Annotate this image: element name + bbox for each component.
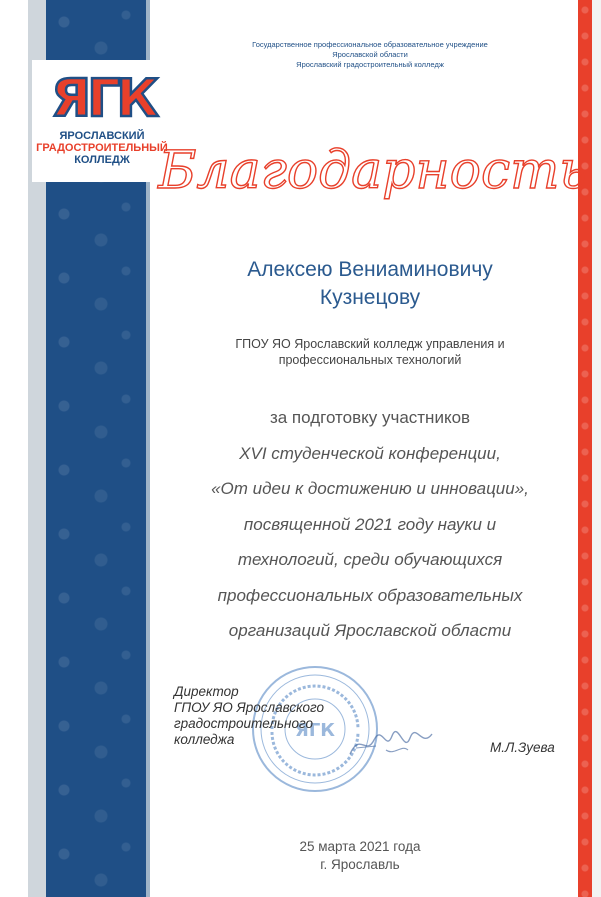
certificate-title: [158, 122, 588, 212]
organization-line-2: профессиональных технологий: [278, 353, 462, 367]
issue-date-block: [240, 838, 480, 874]
body-line-7: организаций Ярославской области: [228, 621, 512, 640]
header-line-3: Ярославский градостроительный колледж: [296, 60, 444, 69]
logo-line-2: ГРАДОСТРОИТЕЛЬНЫЙ: [36, 142, 168, 154]
title-text: Благодарность: [158, 141, 588, 201]
signatory-title: [174, 684, 374, 748]
right-red-strip: [578, 0, 592, 897]
signatory-line-3: градостроительного: [174, 716, 313, 731]
logo-mark-text: ЯГК: [51, 69, 155, 129]
header-line-2: Ярославской области: [332, 50, 408, 59]
body-line-6: профессиональных образовательных: [217, 585, 523, 605]
signatory-name: М.Л.Зуева: [490, 740, 555, 755]
signatory-line-2: ГПОУ ЯО Ярославского: [174, 700, 325, 715]
signatory-line-1: Директор: [174, 684, 239, 699]
issue-city: г. Ярославль: [320, 857, 400, 872]
body-line-1: за подготовку участников: [269, 408, 471, 427]
signatory-line-4: колледжа: [174, 732, 235, 747]
right-edge: [592, 0, 601, 897]
logo-caption: [32, 130, 172, 166]
logo-line-1: ЯРОСЛАВСКИЙ: [59, 130, 145, 142]
recipient-line-2: Кузнецову: [319, 286, 421, 309]
logo-line-3: КОЛЛЕДЖ: [74, 154, 130, 166]
institution-header: [200, 40, 540, 70]
stamp-center-text: ЯГК: [294, 720, 336, 741]
body-line-5: технологий, среди обучающихся: [237, 550, 503, 569]
recipient-line-1: Алексею Вениаминовичу: [247, 258, 493, 281]
ygk-logo-mark: [51, 66, 155, 129]
issue-date: 25 марта 2021 года: [299, 839, 421, 854]
recipient-name: [170, 256, 570, 312]
body-line-3: «От идеи к достижению и инновации»,: [211, 479, 529, 498]
gratitude-text: [170, 400, 570, 649]
body-line-2: XVI студенческой конференции,: [239, 443, 501, 463]
header-line-1: Государственное профессиональное образовательное учреждение: [252, 40, 488, 49]
body-line-4: посвященной 2021 году науки и: [243, 514, 497, 534]
organization-line-1: ГПОУ ЯО Ярославский колледж управления и: [235, 337, 505, 351]
college-logo: [32, 60, 172, 182]
recipient-organization: [200, 336, 540, 368]
